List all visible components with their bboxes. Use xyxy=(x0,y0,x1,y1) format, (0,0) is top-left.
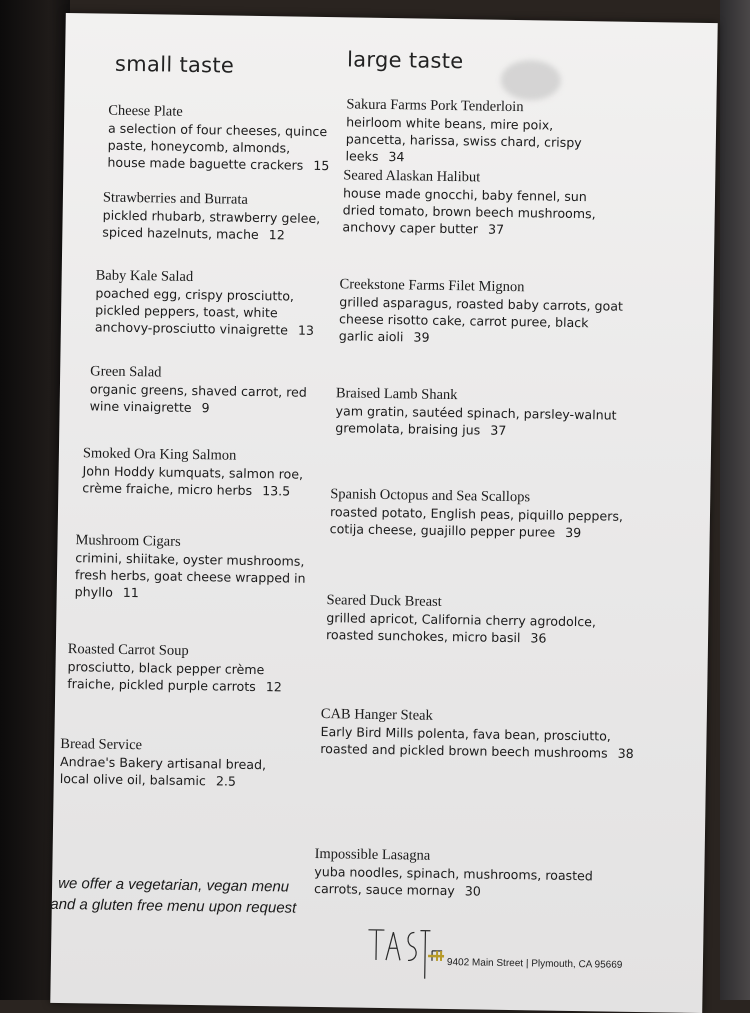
menu-item xyxy=(330,485,641,542)
item-desc: prosciutto, black pepper crème fraiche, pickled purple carrots xyxy=(67,659,265,695)
item-name: Green Salad xyxy=(90,363,162,381)
item-desc: yuba noodles, spinach, mushrooms, roasted carrots, sauce mornay xyxy=(313,863,593,899)
item-price: 13 xyxy=(297,322,315,338)
item-price: 37 xyxy=(490,422,507,438)
item-price: 39 xyxy=(565,524,582,541)
menu-item xyxy=(314,845,640,902)
item-desc: grilled apricot, California cherry agrodolce, roasted sunchokes, micro basil xyxy=(325,610,597,646)
item-price: 12 xyxy=(265,679,282,695)
item-desc: grilled asparagus, roasted baby carrots, goat cheese risotto cake, carrot puree, black garlic aioli xyxy=(338,294,624,345)
taste-logo-mark xyxy=(366,920,447,983)
menu-item xyxy=(320,705,656,762)
item-name: Mushroom Cigars xyxy=(75,532,181,550)
item-name: Seared Alaskan Halibut xyxy=(343,167,481,186)
item-desc: roasted potato, English peas, piquillo peppers, cotija cheese, guajillo pepper puree xyxy=(329,504,624,540)
item-name: Braised Lamb Shank xyxy=(335,385,458,404)
item-desc: crimini, shiitake, oyster mushrooms, fresh herbs, goat cheese wrapped in phyllo xyxy=(74,550,306,600)
item-desc: heirloom white beans, mire poix, pancetta, harissa, swiss chard, crispy leeks xyxy=(345,114,582,164)
item-name: Spanish Octopus and Sea Scallops xyxy=(330,486,531,506)
item-price: 34 xyxy=(388,149,405,165)
menu-item xyxy=(102,189,321,244)
item-desc: house made gnocchi, baby fennel, sun dried tomato, brown beech mushrooms, anchovy caper butter xyxy=(342,185,596,237)
dietary-note: we offer a vegetarian, vegan menu and a gluten free menu upon request xyxy=(50,874,297,917)
item-name: Impossible Lasagna xyxy=(314,845,431,864)
item-name: Smoked Ora King Salmon xyxy=(82,445,237,464)
item-name: Seared Duck Breast xyxy=(326,592,442,610)
menu-item xyxy=(67,640,300,696)
item-price: 30 xyxy=(464,883,481,899)
item-price: 12 xyxy=(268,227,285,243)
item-price: 15 xyxy=(313,157,330,174)
item-desc: John Hoddy kumquats, salmon roe, crème fraiche, micro herbs xyxy=(82,463,304,498)
item-price: 36 xyxy=(530,630,547,646)
item-price: 39 xyxy=(413,329,430,345)
menu-item xyxy=(95,266,324,339)
item-price: 13.5 xyxy=(262,483,291,499)
menu-item xyxy=(75,531,321,604)
small-taste-heading: small taste xyxy=(114,51,235,78)
menu-item xyxy=(326,591,622,648)
item-price: 38 xyxy=(617,745,634,761)
menu-item xyxy=(90,362,316,418)
menu-item xyxy=(335,384,631,441)
item-desc: a selection of four cheeses, quince paste, honeycomb, almonds, house made baguette crackers xyxy=(107,120,328,173)
menu-item xyxy=(342,166,618,239)
menu-item xyxy=(345,95,611,168)
background-right xyxy=(720,0,750,1000)
item-name: CAB Hanger Steak xyxy=(320,706,433,724)
item-desc: poached egg, crispy prosciutto, pickled peppers, toast, white anchovy-prosciutto vinaigrette xyxy=(94,285,295,338)
item-price: 9 xyxy=(201,400,210,416)
item-price: 11 xyxy=(122,584,140,601)
smudge xyxy=(501,60,562,101)
menu-item xyxy=(82,444,315,500)
menu-item xyxy=(107,102,330,174)
large-taste-heading: large taste xyxy=(346,47,464,74)
item-name: Bread Service xyxy=(60,735,143,754)
footer-address: 9402 Main Street | Plymouth, CA 95669 xyxy=(446,957,623,971)
item-desc: organic greens, shaved carrot, red wine vinaigrette xyxy=(89,381,307,415)
item-price: 2.5 xyxy=(215,773,237,789)
menu-item xyxy=(60,735,293,791)
item-name: Creekstone Farms Filet Mignon xyxy=(339,276,525,296)
item-price: 37 xyxy=(487,221,505,237)
item-name: Strawberries and Burrata xyxy=(102,189,248,208)
item-name: Roasted Carrot Soup xyxy=(67,641,189,659)
menu-item xyxy=(339,275,628,349)
item-desc: Andrae's Bakery artisanal bread, local olive oil, balsamic xyxy=(59,753,267,789)
item-name: Sakura Farms Pork Tenderloin xyxy=(346,96,524,116)
item-name: Cheese Plate xyxy=(108,102,183,120)
taste-logo xyxy=(366,920,447,987)
item-desc: Early Bird Mills polenta, fava bean, prosciutto, roasted and pickled brown beech mushrooms xyxy=(320,724,611,761)
item-desc: yam gratin, sautéed spinach, parsley-walnut gremolata, braising jus xyxy=(335,403,617,438)
item-name: Baby Kale Salad xyxy=(95,267,194,285)
item-desc: pickled rhubarb, strawberry gelee, spiced hazelnuts, mache xyxy=(102,207,321,242)
menu-page xyxy=(50,13,717,1013)
